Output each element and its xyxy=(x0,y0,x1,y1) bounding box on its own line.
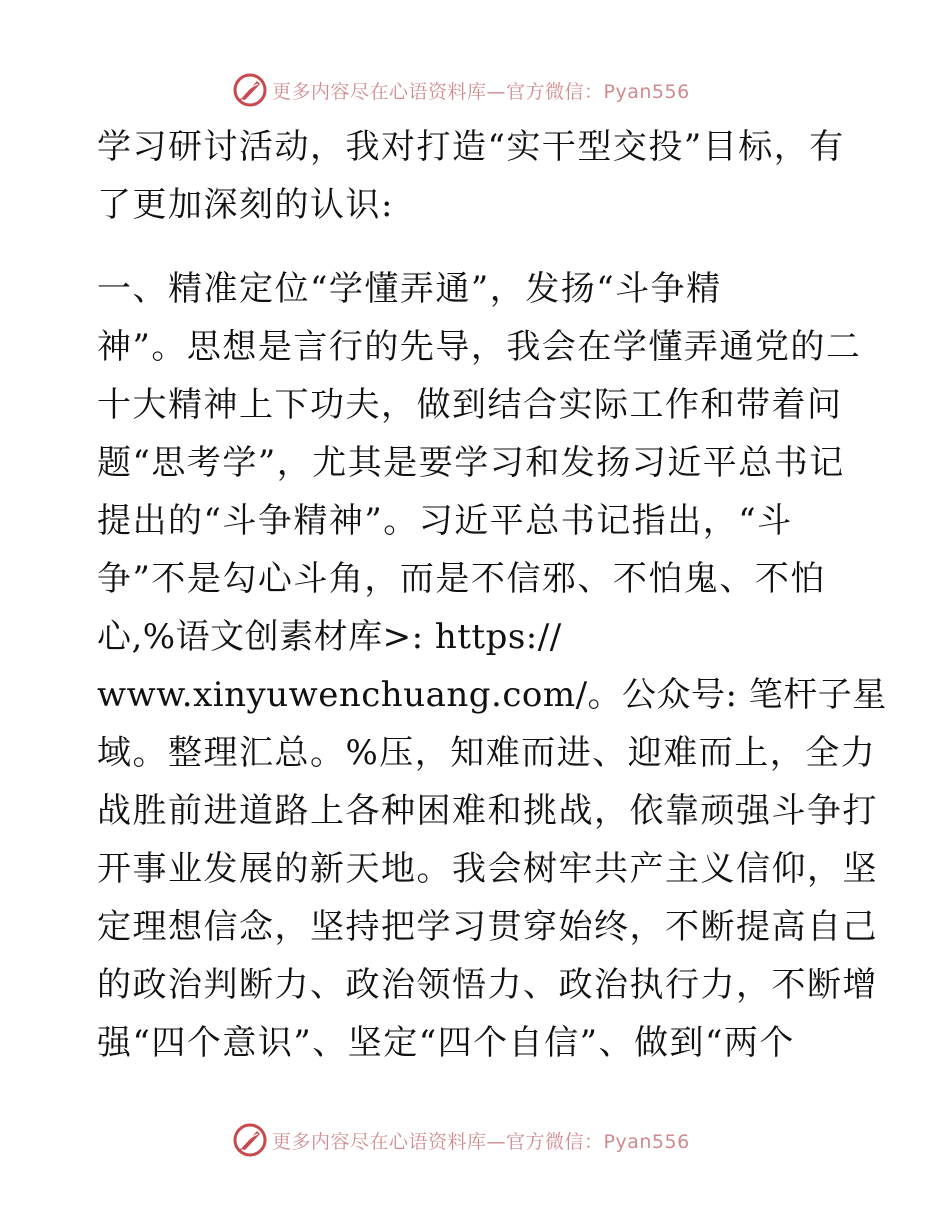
text-line: 强“四个意识”、坚定“四个自信”、做到“两个 xyxy=(97,1023,795,1063)
watermark-text: 更多内容尽在心语资料库—官方微信：Pyan556 xyxy=(272,1130,690,1153)
text-line: 战胜前进道路上各种困难和挑战，依靠顽强斗争打 xyxy=(97,791,878,831)
text-line: 题“思考学”，尤其是要学习和发扬习近平总书记 xyxy=(97,443,845,483)
paragraph-intro xyxy=(97,118,857,234)
watermark-text: 更多内容尽在心语资料库—官方微信：Pyan556 xyxy=(272,80,690,103)
text-line: www.xinyuwenchuang.com/。公众号: 笔杆子星 xyxy=(97,675,887,715)
text-line: 争”不是勾心斗角，而是不信邪、不怕鬼、不怕 xyxy=(97,559,826,599)
text-line: 十大精神上下功夫，做到结合实际工作和带着问 xyxy=(97,385,843,425)
paragraph-section-one xyxy=(97,260,887,1072)
text-line: 了更加深刻的认识: xyxy=(97,185,394,225)
text-line: 提出的“斗争精神”。习近平总书记指出，“斗 xyxy=(97,501,793,541)
section-heading-line: 一、精准定位“学懂弄通”，发扬“斗争精 xyxy=(97,269,722,309)
text-line: 定理想信念，坚持把学习贯穿始终，不断提高自己 xyxy=(97,907,878,947)
red-feather-pen-logo-icon xyxy=(232,72,268,108)
red-feather-pen-logo-icon xyxy=(232,1122,268,1158)
text-line: 开事业发展的新天地。我会树牢共产主义信仰，坚 xyxy=(97,849,878,889)
text-line: 心,%语文创素材库>: https:// xyxy=(97,617,562,657)
document-body xyxy=(97,118,887,1072)
footer-watermark xyxy=(232,1120,712,1160)
text-line: 域。整理汇总。%压，知难而进、迎难而上，全力 xyxy=(97,733,877,773)
header-watermark xyxy=(232,70,712,110)
text-line: 神”。思想是言行的先导，我会在学懂弄通党的二 xyxy=(97,327,862,367)
text-line: 的政治判断力、政治领悟力、政治执行力，不断增 xyxy=(97,965,878,1005)
text-line: 学习研讨活动，我对打造“实干型交投”目标，有 xyxy=(97,127,845,167)
